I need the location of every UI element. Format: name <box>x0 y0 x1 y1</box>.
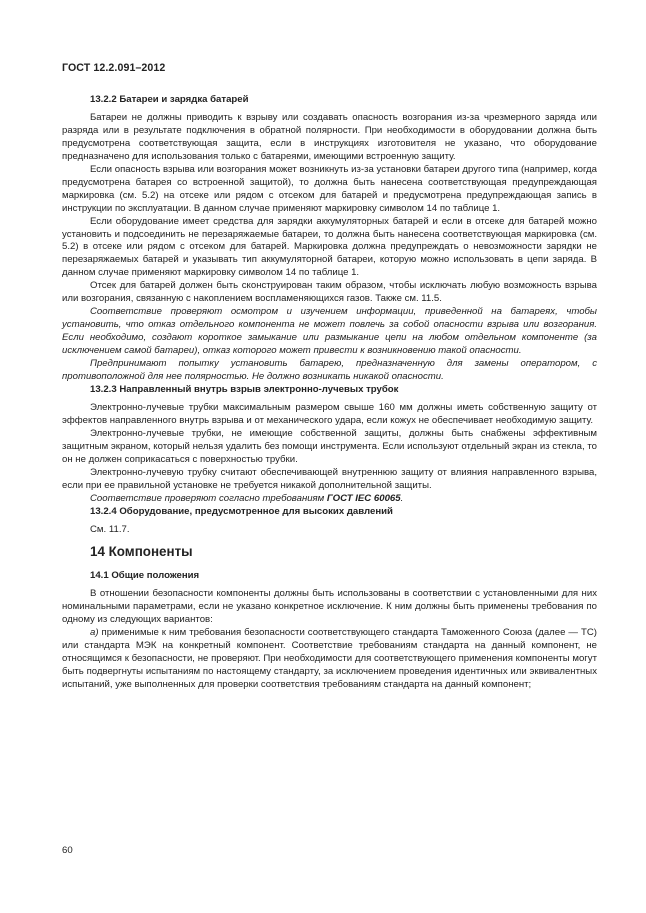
heading-14: 14 Компоненты <box>90 544 193 560</box>
paragraph: Электронно-лучевую трубку считают обеспечивающей внутреннюю защиту от влияния направленного взрыва, если при ее правильной установке не требуется никакой дополнительной защиты. <box>62 466 597 491</box>
compliance-text: Соответствие проверяют согласно требованиям <box>90 492 327 504</box>
heading-13-2-2: 13.2.2 Батареи и зарядка батарей <box>90 94 249 105</box>
compliance-paragraph: Предпринимают попытку установить батарею, предназначенную для замены оператором, с противоположной для нее полярностью. Не должно возникать никакой опасности. <box>62 358 597 383</box>
paragraph: Батареи не должны приводить к взрыву или создавать опасность возгорания из-за чрезмерного заряда или разряда или в результате подключения в обратной полярности. При необходимости в оборудовании должна быть предусмотрена соответствующая защита, если в инструкциях изготовителя не указано, что оборудование предназначено для использования только с батареями, имеющими встроенную защиту. <box>62 111 597 162</box>
page-number: 60 <box>62 845 73 856</box>
running-header: ГОСТ 12.2.091–2012 <box>62 62 166 74</box>
compliance-paragraph: Соответствие проверяют осмотром и изучением информации, приведенной на батареях, чтобы установить, что отказ отдельного компонента не может повлечь за собой опасности взрыва или возгорания. Если необходимо, создают короткое замыкание или размыкание цепи на любом отдельном компоненте (за исключением самой батареи), отказ которого может привести к возникновению такой опасности. <box>62 306 597 357</box>
paragraph: Электронно-лучевые трубки максимальным размером свыше 160 мм должны иметь собственную защиту от эффектов направленного внутрь взрыва и от механического удара, если кожух не обеспечивает необходимую защиту. <box>62 401 597 426</box>
heading-13-2-4: 13.2.4 Оборудование, предусмотренное для высоких давлений <box>90 505 393 517</box>
standard-reference: ГОСТ IEC 60065 <box>326 492 401 504</box>
paragraph: Электронно-лучевые трубки, не имеющие собственной защиты, должны быть снабжены эффективным защитным экраном, который нельзя удалить без помощи инструмента. Если используют отдельный экран из стекла, то он не должен соприкасаться с поверхностью трубки. <box>62 427 597 465</box>
paragraph: В отношении безопасности компоненты должны быть использованы в соответствии с установленными для них номинальными параметрами, если не указано конкретное исключение. К ним должны быть применены требования по одному из следующих вариантов: <box>62 588 597 626</box>
paragraph: Отсек для батарей должен быть сконструирован таким образом, чтобы исключать любую возможность взрыва или возгорания, связанную с накоплением воспламеняющихся газов. Также см. 11.5. <box>62 280 597 305</box>
compliance-paragraph <box>62 493 597 506</box>
heading-13-2-3: 13.2.3 Направленный внутрь взрыв электронно-лучевых трубок <box>90 383 399 395</box>
paragraph: Если оборудование имеет средства для зарядки аккумуляторных батарей и если в отсеке для батарей можно установить и подсоединить не перезаряжаемые батареи, то должна быть нанесена соответствующая маркировка (см. 5.2) в отсеке или рядом с отсеком для батарей. Маркировка должна предупреждать о невозможности зарядки не перезаряжаемых батарей и указывать тип аккумуляторной батареи, которую можно использовать в цепи заряда. В данном случае применяют маркировку символом 14 по таблице 1. <box>62 215 597 279</box>
heading-14-1: 14.1 Общие положения <box>90 570 200 582</box>
list-label: а) <box>90 627 99 639</box>
page-content <box>62 94 597 692</box>
list-item-a <box>62 627 597 692</box>
paragraph: См. 11.7. <box>90 523 130 535</box>
paragraph: Если опасность взрыва или возгорания может возникнуть из-за установки батареи другого типа (например, когда предусмотрена батарея со встроенной защитой), то должна быть нанесена соответствующая предупреждающая маркировка (см. 5.2) на отсеке или рядом с отсеком для батарей и предусмотрена предупреждающая запись в инструкции по эксплуатации. В данном случае применяют маркировку символом 14 по таблице 1. <box>62 163 597 214</box>
compliance-end: . <box>400 492 404 504</box>
list-item-text: применимые к ним требования безопасности соответствующего стандарта Таможенного Союза (далее — ТС) или стандарта МЭК на конкретный компонент. Соответствие требованиям стандарта на данный компонент, не относящимся к безопасности, не проверяют. При необходимости для соответствующего применения компоненты могут быть подвергнуты испытаниям по настоящему стандарту, за исключением проведения идентичных или эквивалентных испытаний, уже выполненных для проверки соответствия требованиям стандарта на данный компонент; <box>62 627 597 691</box>
